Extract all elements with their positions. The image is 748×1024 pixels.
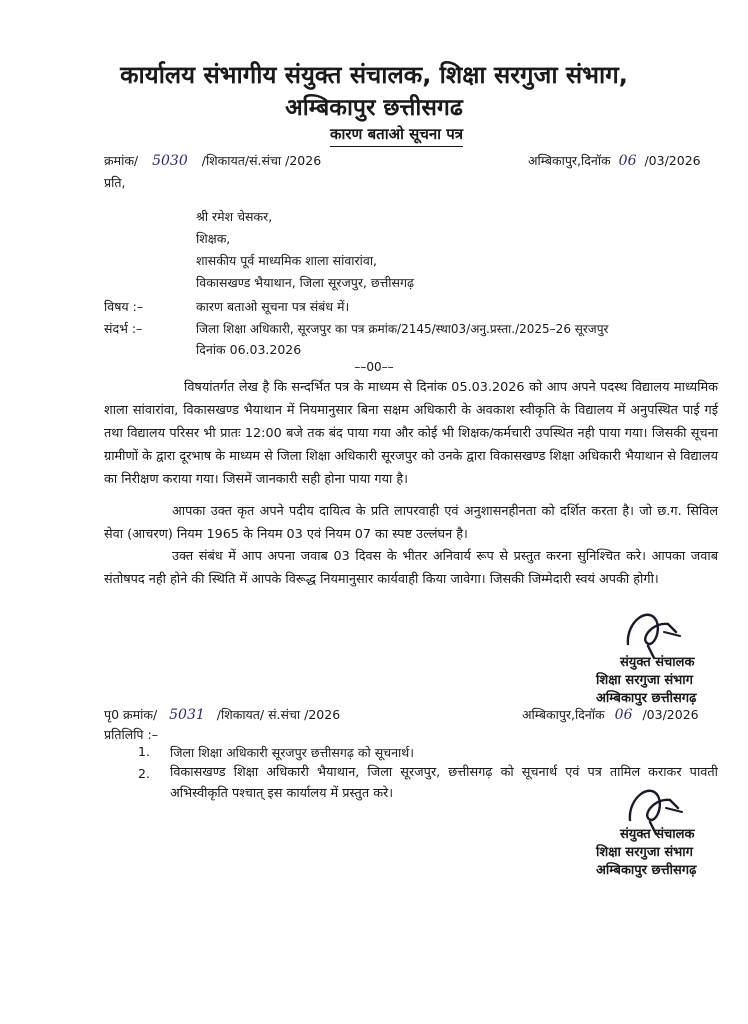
- kramank-label: क्रमांक/: [104, 153, 139, 168]
- office-heading: कार्यालय संभागीय संयुक्त संचालक, शिक्षा सरगुजा संभाग,: [120, 61, 628, 89]
- signature1-place: अम्बिकापुर छत्तीसगढ़: [596, 691, 697, 706]
- addressee-block: विकासखण्ड भैयाथान, जिला सूरजपुर, छत्तीसगढ़: [196, 275, 415, 290]
- vishay-text: कारण बताओ सूचना पत्र संबंध में।: [196, 299, 350, 314]
- office-location: अम्बिकापुर छत्तीसगढ: [285, 95, 463, 121]
- endorsement-kramank-number: 5031: [169, 707, 205, 723]
- paragraph-1: विषयांतर्गत लेख है कि सन्दर्भित पत्र के माध्यम से दिनांक 05.03.2026 को आप अपने पदस्थ विद्यालय माध्यमिक शाला सांवारांवा, विकासखण्ड भैयाथान में नियमानुसार बिना सक्षम अधिकारी के अवकाश स्वीकृति के विद्यालय में अनुपस्थित पाई गई तथा विद्यालय परिसर भी प्रातः 12:00 बजे तक बंद पाया गया और कोई भी शिक्षक/कर्मचारी उपस्थित नही पाया गया। जिसकी सूचना ग्रामीणों के द्वारा दूरभाष के माध्यम से जिला शिक्षा अधिकारी सूरजपुर को उनके द्वारा विकासखण्ड शिक्षा अधिकारी भैयाथान से विद्यालय का निरीक्षण कराया गया। जिसमें जानकारी सही होना पाया गया है।: [104, 380, 718, 487]
- addressee-name: श्री रमेश चेसकर,: [196, 209, 273, 224]
- addressee-school: शासकीय पूर्व माध्यमिक शाला सांवारांवा,: [196, 253, 378, 268]
- signature2-title: संयुक्त संचालक: [620, 827, 695, 842]
- signature2-place: अम्बिकापुर छत्तीसगढ़: [596, 863, 697, 878]
- endorsement-date-rest: /03/2026: [642, 707, 699, 722]
- signature1-title: संयुक्त संचालक: [620, 655, 695, 670]
- pratilipi-item-2-text: विकासखण्ड शिक्षा अधिकारी भैयाथान, जिला सूरजपुर, छत्तीसगढ़ को सूचनार्थ एवं पत्र तामिल कराकर पावती अभिस्वीकृति पश्चात् इस कार्यालय में प्रस्तुत करे।: [170, 765, 718, 801]
- paragraph-2: आपका उक्त कृत अपने पदीय दायित्व के प्रति लापरवाही एवं अनुशासनहीनता को दर्शित करता है। जो छ.ग. सिविल सेवा (आचरण) नियम 1965 के नियम 03 एवं नियम 07 का स्पष्ट उल्लंघन है।: [104, 504, 718, 542]
- pratilipi-item-1-num: 1.: [138, 744, 150, 759]
- date-rest: /03/2026: [644, 153, 701, 168]
- endorsement-number-line: [104, 706, 340, 723]
- pratilipi-label: प्रतिलिपि :–: [104, 727, 158, 742]
- order-date-line: [528, 152, 701, 169]
- section-divider: ––00––: [354, 360, 394, 374]
- prati-label: प्रति,: [104, 175, 126, 190]
- sandarbh-line2: दिनांक 06.03.2026: [196, 342, 302, 357]
- date-day: 06: [618, 153, 637, 169]
- pratilipi-item-2-num: 2.: [138, 766, 150, 781]
- paragraph-3: उक्त संबंध में आप अपना जवाब 03 दिवस के भीतर अनिवार्य रूप से प्रस्तुत करना सुनिश्चित करे। आपका जवाब संतोषपद नही होने की स्थिति में आपके विरूद्ध नियमानुसार कार्यवाही किया जावेगा। जिसकी जिम्मेदारी स्वयं अपकी होगी।: [104, 549, 718, 587]
- endorsement-date-day: 06: [614, 707, 633, 723]
- vishay-label: विषय :–: [104, 299, 144, 314]
- order-number-line: [104, 152, 321, 169]
- date-label: अम्बिकापुर,दिनॉक: [528, 153, 611, 168]
- subject-heading: कारण बताओ सूचना पत्र: [330, 124, 463, 147]
- endorsement-kramank-label: पृ0 क्रमांक/: [104, 707, 158, 722]
- signature2-division: शिक्षा सरगुजा संभाग: [596, 845, 693, 860]
- kramank-rest: /शिकायत/सं.संचा /2026: [201, 153, 322, 168]
- pratilipi-item-1-text: जिला शिक्षा अधिकारी सूरजपुर छत्तीसगढ़ को सूचनार्थ।: [170, 745, 415, 760]
- sandarbh-line1: जिला शिक्षा अधिकारी, सूरजपुर का पत्र क्रमांक/2145/स्था03/अनु.प्रस्ता./2025–26 सूरजपुर: [196, 322, 609, 336]
- sandarbh-label: संदर्भ :–: [104, 321, 143, 336]
- endorsement-date-line: [522, 706, 699, 723]
- addressee-post: शिक्षक,: [196, 231, 231, 246]
- kramank-number: 5030: [152, 153, 188, 169]
- endorsement-kramank-rest: /शिकायत/ सं.संचा /2026: [216, 707, 341, 722]
- endorsement-date-label: अम्बिकापुर,दिनॉक: [522, 707, 605, 722]
- signature1-division: शिक्षा सरगुजा संभाग: [596, 673, 693, 688]
